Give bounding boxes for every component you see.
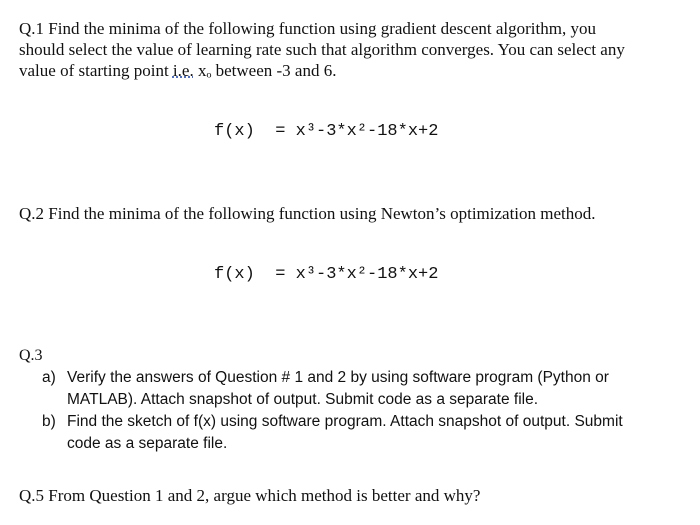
question-1-line-2: should select the value of learning rate such that algorithm converges. You can select any <box>19 40 625 59</box>
item-line-2: code as a separate file. <box>67 435 228 452</box>
question-2-formula: f(x) = x³-3*x²-18*x+2 <box>214 265 439 284</box>
question-1-line-1: Q.1 Find the minima of the following function using gradient descent algorithm, you <box>19 19 596 38</box>
question-5: Q.5 From Question 1 and 2, argue which method is better and why? <box>19 486 481 505</box>
item-line-1: Verify the answers of Question # 1 and 2 by using software program (Python or <box>67 369 609 386</box>
question-3-item-b <box>42 411 662 455</box>
question-2: Q.2 Find the minima of the following function using Newton’s optimization method. <box>19 204 596 223</box>
question-1-line-3-start: value of starting point <box>19 61 173 80</box>
ie-abbreviation: i.e. <box>172 61 194 80</box>
question-3-subitems <box>42 367 662 455</box>
item-marker: a) <box>42 369 56 386</box>
question-3-label: Q.3 <box>19 347 43 364</box>
item-line-2: MATLAB). Attach snapshot of output. Submit code as a separate file. <box>67 391 539 408</box>
question-1-line-3 <box>19 60 679 81</box>
item-line-1: Find the sketch of f(x) using software program. Attach snapshot of output. Submit <box>67 413 623 430</box>
question-1 <box>19 18 679 81</box>
question-1-line-3-end: xₒ between -3 and 6. <box>193 61 337 80</box>
question-1-formula: f(x) = x³-3*x²-18*x+2 <box>214 122 439 141</box>
question-3-item-a <box>42 367 662 411</box>
item-marker: b) <box>42 413 56 430</box>
